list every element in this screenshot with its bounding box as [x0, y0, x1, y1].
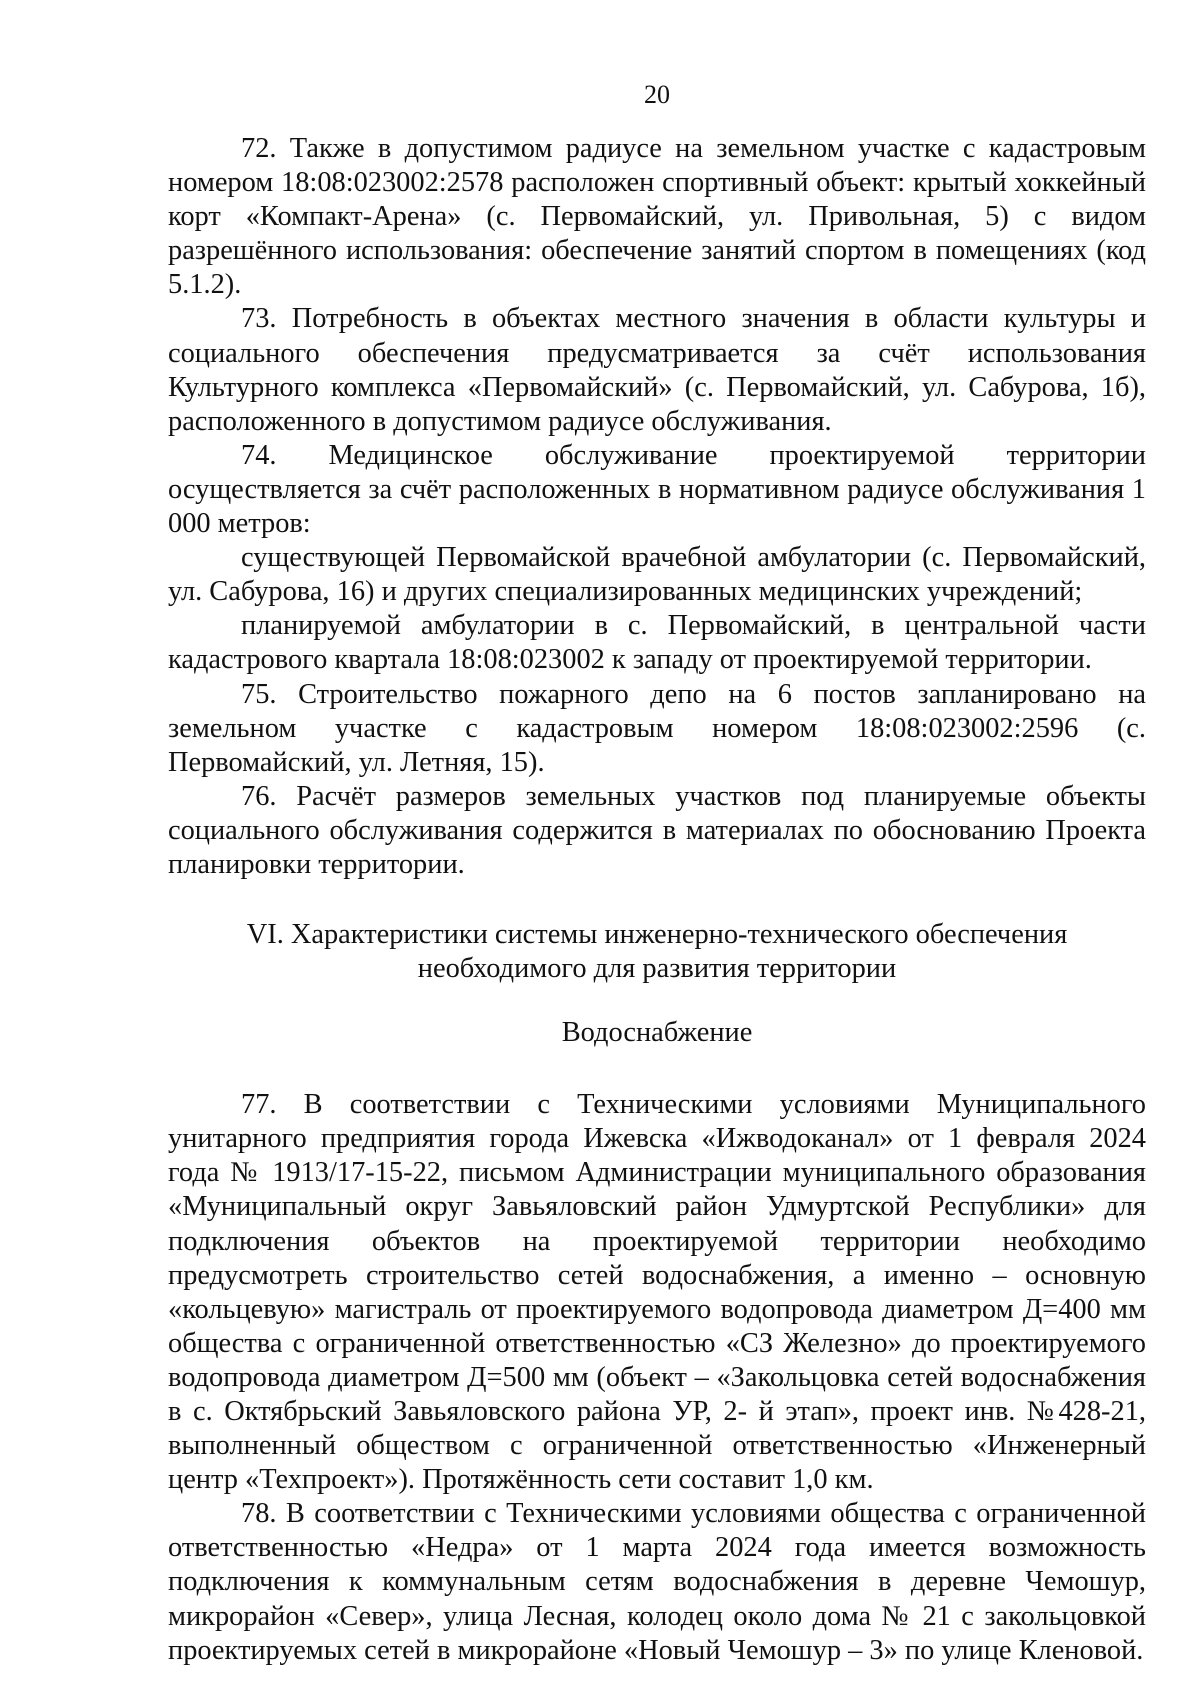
paragraph-73: 73. Потребность в объектах местного значения в области культуры и социального обеспечения предусматривается за счёт использования Культурного комплекса «Первомайский» (с. Первомайский, ул. Сабурова, 1б), расположенного в допустимом радиусе обслуживания.	[168, 303, 1146, 437]
paragraph-75: 75. Строительство пожарного депо на 6 постов запланировано на земельном участке с кадастровым номером 18:08:023002:2596 (с. Первомайский, ул. Летняя, 15).	[168, 678, 1146, 778]
section-heading	[168, 918, 1146, 986]
paragraph-74-item-ambulatory: существующей Первомайской врачебной амбулатории (с. Первомайский, ул. Сабурова, 16) и других специализированных медицинских учреждений;	[168, 542, 1146, 608]
section-heading-line-2: необходимого для развития территории	[417, 953, 897, 985]
paragraph-77: 77. В соответствии с Техническими условиями Муниципального унитарного предприятия города Ижевска «Ижводоканал» от 1 февраля 2024 года № 1913/17-15-22, письмом Администрации муниципального образования «Муниципальный округ Завьяловский район Удмуртской Республики» для подключения объектов на проектируемой территории необходимо предусмотреть строительство сетей водоснабжения, а именно – основную «кольцевую» магистраль от проектируемого водопровода диаметром Д=400 мм общества с ограниченной ответственностью «СЗ Железно» до проектируемого водопровода диаметром Д=500 мм (объект – «Закольцовка сетей водоснабжения в с. Октябрьский Завьяловского района УР, 2- й этап», проект инв. №428-21, выполненный обществом с ограниченной ответственностью «Инженерный центр «Техпроект»). Протяжённость сети составит 1,0 км.	[168, 1089, 1146, 1496]
section-heading-line-1: VI. Характеристики системы инженерно-технического обеспечения	[246, 919, 1068, 951]
page-number: 20	[644, 80, 670, 109]
subsection-heading: Водоснабжение	[561, 1017, 753, 1049]
paragraph-76: 76. Расчёт размеров земельных участков под планируемые объекты социального обслуживания содержится в материалах по обоснованию Проекта планировки территории.	[168, 780, 1146, 880]
paragraph-72: 72. Также в допустимом радиусе на земельном участке с кадастровым номером 18:08:023002:2578 расположен спортивный объект: крытый хоккейный корт «Компакт-Арена» (с. Первомайский, ул. Привольная, 5) с видом разрешённого использования: обеспечение занятий спортом в помещениях (код 5.1.2).	[168, 133, 1146, 301]
paragraph-78: 78. В соответствии с Техническими условиями общества с ограниченной ответственностью «Недра» от 1 марта 2024 года имеется возможность подключения к коммунальным сетям водоснабжения в деревне Чемошур, микрорайон «Север», улица Лесная, колодец около дома № 21 с закольцовкой проектируемых сетей в микрорайоне «Новый Чемошур – 3» по улице Кленовой.	[168, 1498, 1146, 1666]
paragraph-74-item-planned: планируемой амбулатории в с. Первомайский, в центральной части кадастрового квартала 18:08:023002 к западу от проектируемой территории.	[168, 610, 1146, 676]
document-body	[168, 132, 1146, 1668]
paragraph-74: 74. Медицинское обслуживание проектируемой территории осуществляется за счёт расположенных в нормативном радиусе обслуживания 1 000 метров:	[168, 439, 1146, 540]
